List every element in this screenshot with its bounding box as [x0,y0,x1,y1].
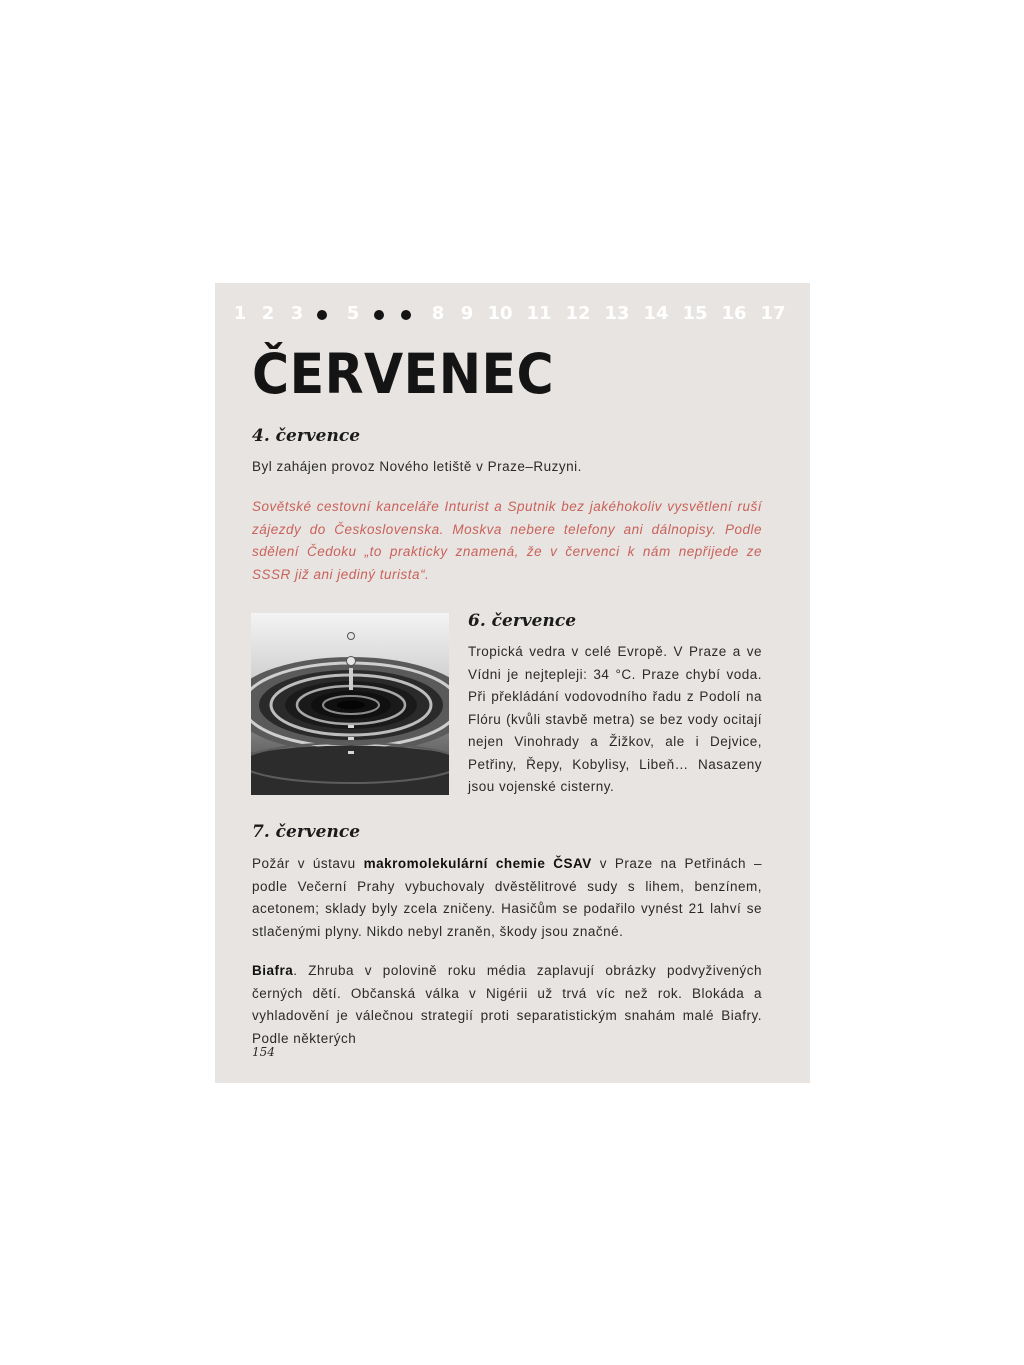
entry-7-p1-after: v Praze na Petřinách – podle Večerní Prahy vybuchovaly dvěstělitrové sudy s lihem, benzínem, acetonem; sklady byly zcela zničeny. Hasičům se podařilo vynést 21 lahví se stlačenými plyny. Nikdo nebyl zraněn, škody jsou značné. [252,856,763,939]
day-number-1: 1 [233,303,247,324]
day-number-17: 17 [760,303,786,324]
entry-7-p1-bold: makromolekulární chemie ČSAV [363,856,592,871]
day-number-12: 12 [565,303,591,324]
entry-7-p2-bold: Biafra [252,963,294,978]
day-number-5: 5 [346,303,360,324]
entry-4-note: Sovětské cestovní kanceláře Inturist a Sputnik bez jakéhokoliv vysvětlení ruší zájezdy do Československa. Moskva nebere telefony ani dálnopisy. Podle sdělení Čedoku „to prakticky znamená, že v červenci k nám nepřijede ze SSSR již ani jediný turista“. [252,499,762,582]
day-number-10: 10 [487,303,513,324]
book-page [215,283,810,1083]
day-number-15: 15 [682,303,708,324]
entry-6-text: Tropická vedra v celé Evropě. V Praze a ve Vídni je nejtepleji: 34 °C. Praze chybí voda. Při překládání vodovodního řadu z Podolí na Flóru (kvůli stavbě metra) se bez vody ocitají nejen Vinohrady a Žižkov, ale i Dejvice, Petřiny, Řepy, Kobylisy, Libeň… Nasazeny jsou vojenské cisterny. [468,644,762,794]
date-heading-6: 6. července [468,611,577,631]
entry-7-paragraph-2 [252,960,762,1050]
date-heading-7: 7. července [252,822,361,842]
day-marker-7 [401,310,411,320]
entry-7-p1-before: Požár v ústavu [252,856,364,871]
page-number: 154 [252,1045,275,1059]
day-number-3: 3 [290,303,304,324]
day-number-8: 8 [431,303,445,324]
date-heading-4: 4. července [252,426,361,446]
day-marker-4 [317,310,327,320]
day-marker-6 [374,310,384,320]
entry-7-p2-after: . Zhruba v polovině roku média zaplavují obrázky podvyživených černých dětí. Občanská válka v Nigérii už trvá víc než rok. Blokáda a vyhladovění je válečnou strategií proti separatistickým snahám malé Biafry. Podle některých [252,963,762,1046]
day-number-14: 14 [643,303,669,324]
day-navigation [215,303,810,327]
day-number-13: 13 [604,303,630,324]
entry-4-text: Byl zahájen provoz Nového letiště v Praze–Ruzyni. [252,459,582,474]
day-number-2: 2 [261,303,275,324]
day-number-16: 16 [721,303,747,324]
day-number-11: 11 [526,303,552,324]
month-title: ČERVENEC [252,342,555,406]
entry-7-paragraph-1 [252,853,762,943]
day-number-9: 9 [460,303,474,324]
water-drop-photo [251,613,449,795]
